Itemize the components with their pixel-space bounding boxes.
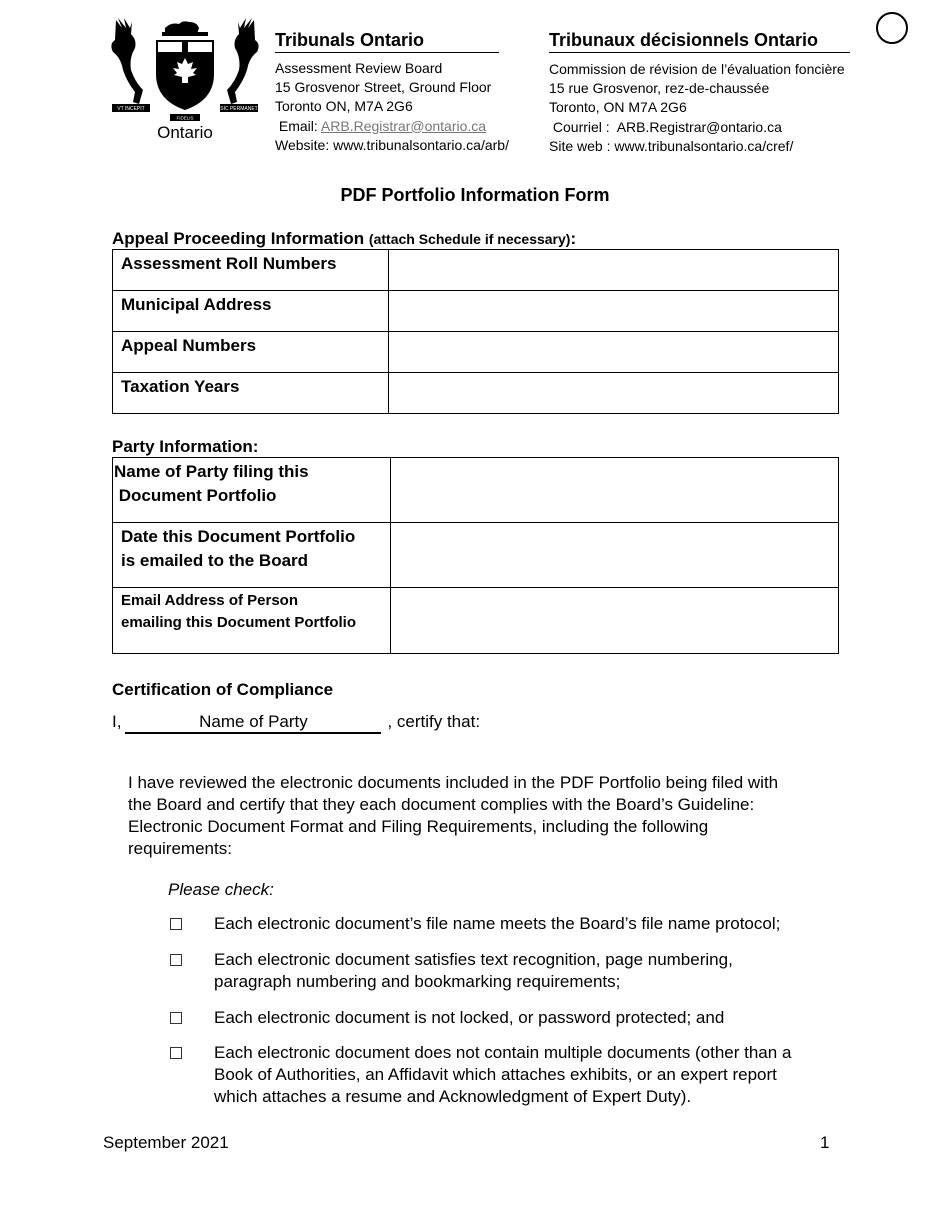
row-label-cell (113, 332, 389, 373)
header-en-line: 15 Grosvenor Street, Ground Floor (275, 79, 492, 96)
motto-right: SIC PERMANET (220, 106, 258, 112)
row-label-cell (113, 458, 391, 523)
party-name-field[interactable] (391, 458, 839, 523)
header-fr-email: Courriel : ARB.Registrar@ontario.ca (549, 118, 782, 135)
checklist-text (214, 913, 864, 935)
motto-center: FIDELIS (176, 115, 194, 121)
checkbox[interactable] (170, 918, 182, 930)
paragraph-line: Electronic Document Format and Filing Requirements, including the following (128, 817, 709, 836)
sender-email-label (113, 588, 390, 636)
header-en-line: Toronto ON, M7A 2G6 (275, 98, 413, 115)
corner-circle-mark (876, 12, 908, 44)
checkbox[interactable] (170, 1047, 182, 1059)
checklist-line: Each electronic document’s file name meets the Board’s file name protocol; (214, 914, 781, 933)
table-row (113, 332, 839, 373)
checklist-text (214, 1042, 864, 1108)
row-label-cell (113, 291, 389, 332)
please-check-label: Please check: (168, 880, 274, 899)
checklist-line: Each electronic document does not contain multiple documents (other than a (214, 1043, 792, 1062)
party-name-label (113, 458, 390, 510)
page-number: 1 (820, 1133, 830, 1152)
label-line: emailing this Document Portfolio (121, 614, 357, 631)
certify-prefix: I, (112, 712, 122, 731)
table-row (113, 250, 839, 291)
certify-suffix: , certify that: (387, 712, 481, 731)
appeal-heading-text: Appeal Proceeding Information (112, 229, 369, 248)
checklist-line: Book of Authorities, an Affidavit which attaches exhibits, or an expert report (214, 1065, 777, 1084)
email-link[interactable]: ARB.Registrar@ontario.ca (320, 117, 487, 134)
row-label-cell (113, 523, 391, 588)
header-fr-line: Commission de révision de l’évaluation foncière (549, 61, 845, 77)
table-row (113, 458, 839, 523)
ontario-crest-logo (110, 14, 260, 144)
appeal-heading-colon: : (570, 229, 577, 248)
row-label-cell (113, 250, 389, 291)
header-fr-rule (549, 52, 850, 53)
taxation-years-field[interactable] (389, 373, 839, 414)
sender-email-field[interactable] (391, 588, 839, 654)
email-date-field[interactable] (391, 523, 839, 588)
header-en-line: Assessment Review Board (275, 60, 443, 76)
certification-heading: Certification of Compliance (112, 680, 334, 699)
certify-statement (112, 712, 480, 734)
checklist-line: paragraph numbering and bookmarking requirements; (214, 972, 621, 991)
party-section-heading: Party Information: (112, 437, 259, 456)
form-title: PDF Portfolio Information Form (340, 185, 610, 205)
header-fr-title: Tribunaux décisionnels Ontario (549, 30, 819, 50)
municipal-address-label: Municipal Address (121, 295, 272, 314)
email-date-label (113, 523, 390, 575)
label-line: is emailed to the Board (121, 551, 309, 570)
checklist-text (214, 949, 864, 993)
header-en-address (275, 59, 509, 155)
header-en-rule (275, 52, 499, 53)
appeal-section-heading (112, 229, 576, 249)
table-row (113, 291, 839, 332)
checkbox[interactable] (170, 1012, 182, 1024)
paragraph-line: I have reviewed the electronic documents included in the PDF Portfolio being filed with (128, 773, 779, 792)
header-fr-line: Toronto, ON M7A 2G6 (549, 99, 687, 116)
checklist-text (214, 1007, 864, 1029)
assessment-roll-field[interactable] (389, 250, 839, 291)
header-en-email-line (275, 117, 509, 136)
appeal-numbers-field[interactable] (389, 332, 839, 373)
coat-of-arms-icon (110, 14, 260, 144)
appeal-heading-note: (attach Schedule if necessary) (368, 231, 571, 247)
motto-left: VT INCEPIT (117, 106, 145, 112)
checklist-line: which attaches a resume and Acknowledgment of Expert Duty). (214, 1087, 692, 1106)
appeal-info-table (112, 249, 839, 414)
header-en-website: Website: www.tribunalsontario.ca/arb/ (275, 136, 509, 153)
taxation-years-label: Taxation Years (121, 377, 240, 396)
checkbox[interactable] (170, 954, 182, 966)
party-name-input[interactable]: Name of Party (125, 712, 381, 734)
table-row (113, 373, 839, 414)
paragraph-line: requirements: (128, 839, 232, 858)
assessment-roll-label: Assessment Roll Numbers (121, 254, 337, 273)
ontario-wordmark: Ontario (157, 123, 213, 142)
party-info-table (112, 457, 839, 654)
municipal-address-field[interactable] (389, 291, 839, 332)
checklist-line: Each electronic document is not locked, or password protected; and (214, 1008, 725, 1027)
header-en-title: Tribunals Ontario (275, 30, 425, 50)
certification-paragraph (128, 772, 858, 860)
header-fr-address (549, 60, 845, 156)
email-label: Email: (275, 117, 321, 134)
row-label-cell (113, 373, 389, 414)
table-row (113, 523, 839, 588)
paragraph-line: the Board and certify that they each document complies with the Board’s Guideline: (128, 795, 755, 814)
label-line: Email Address of Person (121, 592, 298, 609)
header-fr-line: 15 rue Grosvenor, rez-de-chaussée (549, 80, 770, 97)
label-line: Date this Document Portfolio (121, 527, 356, 546)
header-fr-website: Site web : www.tribunalsontario.ca/cref/ (549, 137, 794, 154)
footer-date: September 2021 (103, 1133, 229, 1152)
appeal-numbers-label: Appeal Numbers (121, 336, 257, 355)
label-line: Name of Party filing this (114, 462, 309, 481)
table-row (113, 588, 839, 654)
checklist-line: Each electronic document satisfies text recognition, page numbering, (214, 950, 733, 969)
row-label-cell (113, 588, 391, 654)
label-line: Document Portfolio (114, 486, 277, 505)
